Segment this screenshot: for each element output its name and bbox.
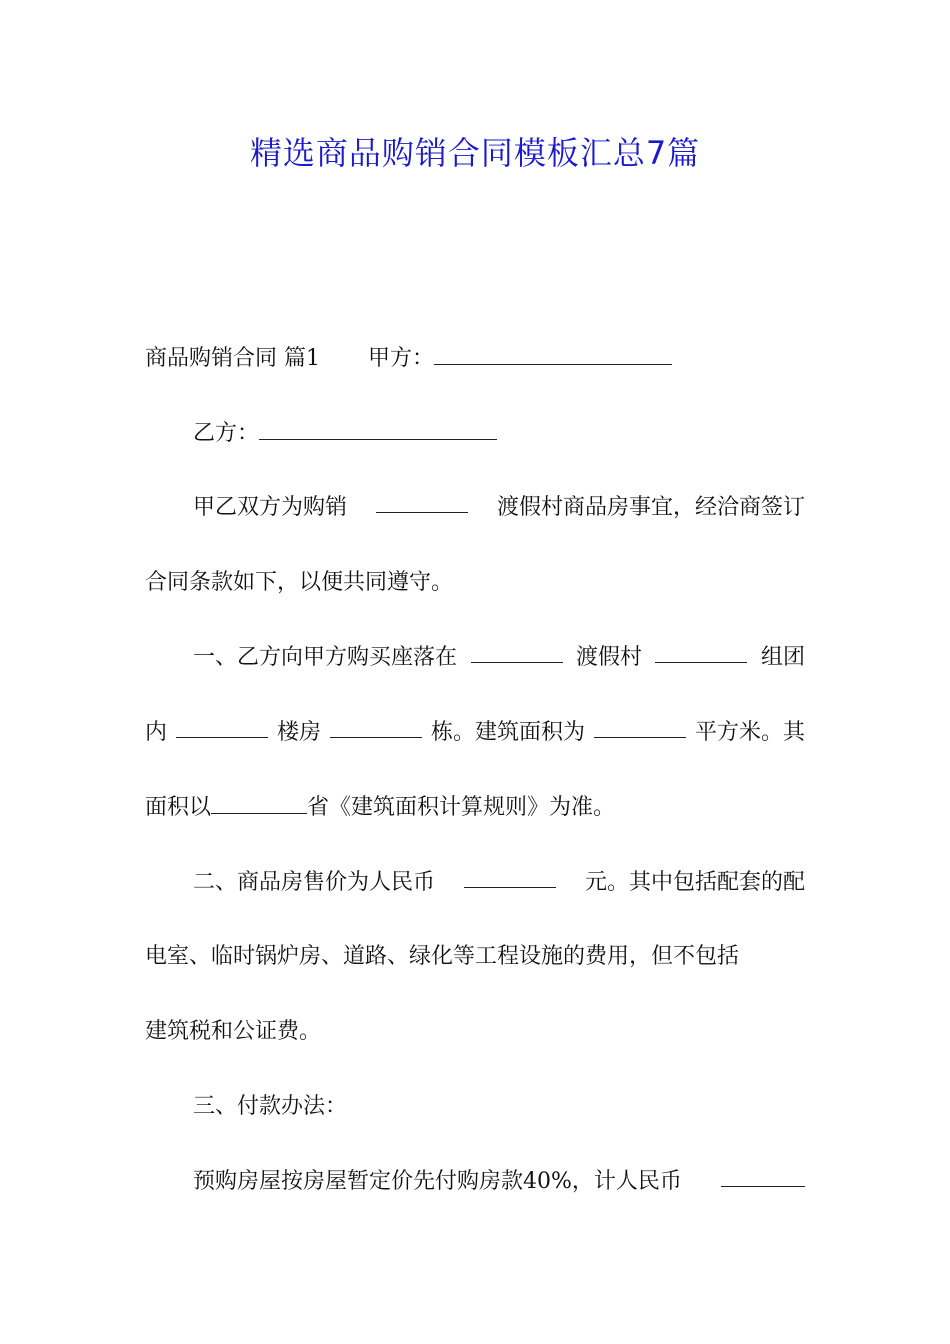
deposit-blank [721, 1166, 805, 1187]
clause1-line2 [145, 717, 805, 749]
unit-count-blank [330, 717, 422, 738]
document-title: 精选商品购销合同模板汇总7篇 [249, 134, 701, 172]
clause3-line1 [193, 1166, 805, 1198]
party-b-line [193, 418, 805, 450]
para1-line2 [145, 567, 805, 599]
clause2-text-d: 建筑税和公证费。 [145, 1019, 322, 1044]
price-blank [464, 867, 556, 888]
party-a-blank [434, 344, 672, 365]
clause2-line2 [145, 941, 805, 973]
clause2-text-c: 电室、临时锅炉房、道路、绿化等工程设施的费用，但不包括 [145, 944, 740, 969]
clause1-text-a: 一、乙方向甲方购买座落在 [193, 645, 458, 670]
clause1-text-e: 楼房 [276, 720, 321, 745]
clause2-line3 [145, 1016, 805, 1048]
area-blank [594, 717, 686, 738]
clause3-text-b: 预购房屋按房屋暂定价先付购房款40%，计人民币 [193, 1169, 682, 1194]
clause3-heading [193, 1091, 805, 1123]
clause1-line3 [145, 792, 805, 824]
resort-name-blank [376, 492, 468, 513]
clause2-text-b: 元。其中包括配套的配 [584, 870, 805, 895]
party-b-label: 乙方： [193, 421, 260, 446]
clause2-text-a: 二、商品房售价为人民币 [193, 870, 436, 895]
para1-line1 [193, 492, 805, 524]
contract-heading-line [145, 343, 805, 375]
para1-text-c: 合同条款如下，以便共同遵守。 [145, 570, 454, 595]
location-blank [471, 642, 563, 663]
party-b-blank [259, 419, 497, 440]
clause1-text-d: 内 [145, 720, 168, 745]
clause1-text-b: 渡假村 [575, 645, 642, 670]
clause1-text-g: 平方米。其 [694, 720, 805, 745]
para1-text-b: 渡假村商品房事宜，经洽商签订 [496, 495, 805, 520]
clause1-text-i: 省《建筑面积计算规则》为准。 [307, 795, 616, 820]
contract-heading: 商品购销合同 篇1 [145, 346, 320, 371]
group-blank [655, 642, 747, 663]
clause1-text-h: 面积以 [145, 795, 212, 820]
clause1-text-f: 栋。建筑面积为 [430, 720, 585, 745]
para1-text-a: 甲乙双方为购销 [193, 495, 348, 520]
clause3-text-a: 三、付款办法： [193, 1094, 348, 1119]
building-blank [176, 717, 268, 738]
clause2-line1 [193, 867, 805, 899]
clause1-line1 [193, 642, 805, 674]
clause1-text-c: 组团 [760, 645, 805, 670]
party-a-label: 甲方： [368, 346, 435, 371]
province-blank [211, 793, 307, 814]
